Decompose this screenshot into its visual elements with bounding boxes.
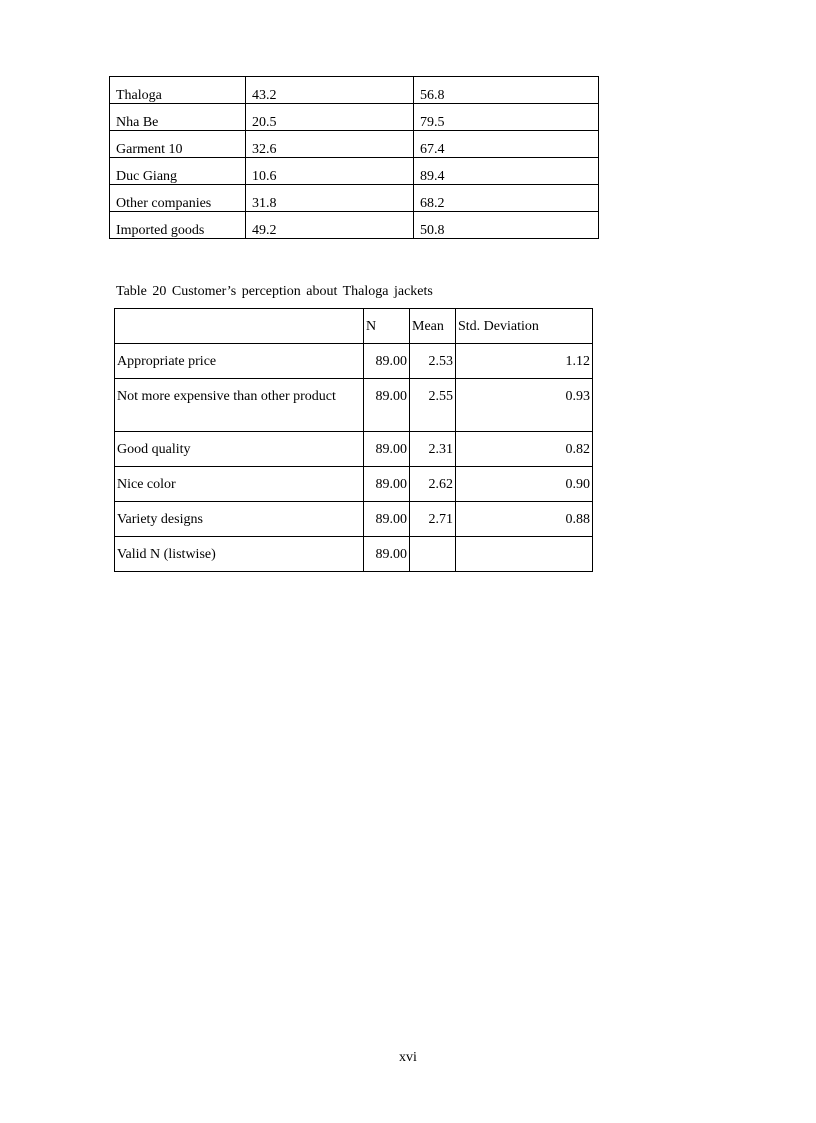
std-value: 0.82 — [456, 432, 593, 467]
share-value: 68.2 — [414, 185, 599, 212]
table-row — [115, 467, 593, 502]
mean-value: 2.31 — [410, 432, 456, 467]
n-value: 89.00 — [364, 432, 410, 467]
table-row — [110, 77, 599, 104]
perception-table — [114, 308, 593, 572]
table-caption: Table 20 Customer’s perception about Thaloga jackets — [116, 284, 433, 299]
n-value: 89.00 — [364, 537, 410, 572]
table-row — [110, 212, 599, 239]
table-row — [115, 432, 593, 467]
mean-value: 2.62 — [410, 467, 456, 502]
header-n: N — [364, 309, 410, 344]
company-name: Imported goods — [110, 212, 246, 239]
mean-value: 2.53 — [410, 344, 456, 379]
mean-value — [410, 537, 456, 572]
table-row — [115, 344, 593, 379]
std-value: 1.12 — [456, 344, 593, 379]
n-value: 89.00 — [364, 467, 410, 502]
header-label — [115, 309, 364, 344]
table-header-row — [115, 309, 593, 344]
mean-value: 2.71 — [410, 502, 456, 537]
std-value: 0.88 — [456, 502, 593, 537]
share-value: 50.8 — [414, 212, 599, 239]
company-name: Duc Giang — [110, 158, 246, 185]
share-value: 10.6 — [246, 158, 414, 185]
std-value — [456, 537, 593, 572]
n-value: 89.00 — [364, 379, 410, 432]
table-row — [110, 158, 599, 185]
share-value: 89.4 — [414, 158, 599, 185]
company-name: Thaloga — [110, 77, 246, 104]
company-name: Other companies — [110, 185, 246, 212]
table-row — [115, 502, 593, 537]
table-row — [110, 131, 599, 158]
mean-value: 2.55 — [410, 379, 456, 432]
share-value: 43.2 — [246, 77, 414, 104]
table-row — [110, 104, 599, 131]
share-value: 49.2 — [246, 212, 414, 239]
company-name: Nha Be — [110, 104, 246, 131]
share-value: 20.5 — [246, 104, 414, 131]
row-label: Appropriate price — [115, 344, 364, 379]
table-row — [115, 537, 593, 572]
company-name: Garment 10 — [110, 131, 246, 158]
std-value: 0.93 — [456, 379, 593, 432]
share-value: 56.8 — [414, 77, 599, 104]
header-std-deviation: Std. Deviation — [456, 309, 593, 344]
row-label: Not more expensive than other product — [115, 379, 364, 432]
share-value: 32.6 — [246, 131, 414, 158]
row-label: Variety designs — [115, 502, 364, 537]
table-row — [110, 185, 599, 212]
header-mean: Mean — [410, 309, 456, 344]
row-label: Good quality — [115, 432, 364, 467]
share-value: 31.8 — [246, 185, 414, 212]
page-number: xvi — [399, 1050, 417, 1065]
row-label: Valid N (listwise) — [115, 537, 364, 572]
table-row — [115, 379, 593, 432]
market-share-table — [109, 76, 599, 239]
row-label: Nice color — [115, 467, 364, 502]
n-value: 89.00 — [364, 344, 410, 379]
share-value: 79.5 — [414, 104, 599, 131]
share-value: 67.4 — [414, 131, 599, 158]
std-value: 0.90 — [456, 467, 593, 502]
n-value: 89.00 — [364, 502, 410, 537]
